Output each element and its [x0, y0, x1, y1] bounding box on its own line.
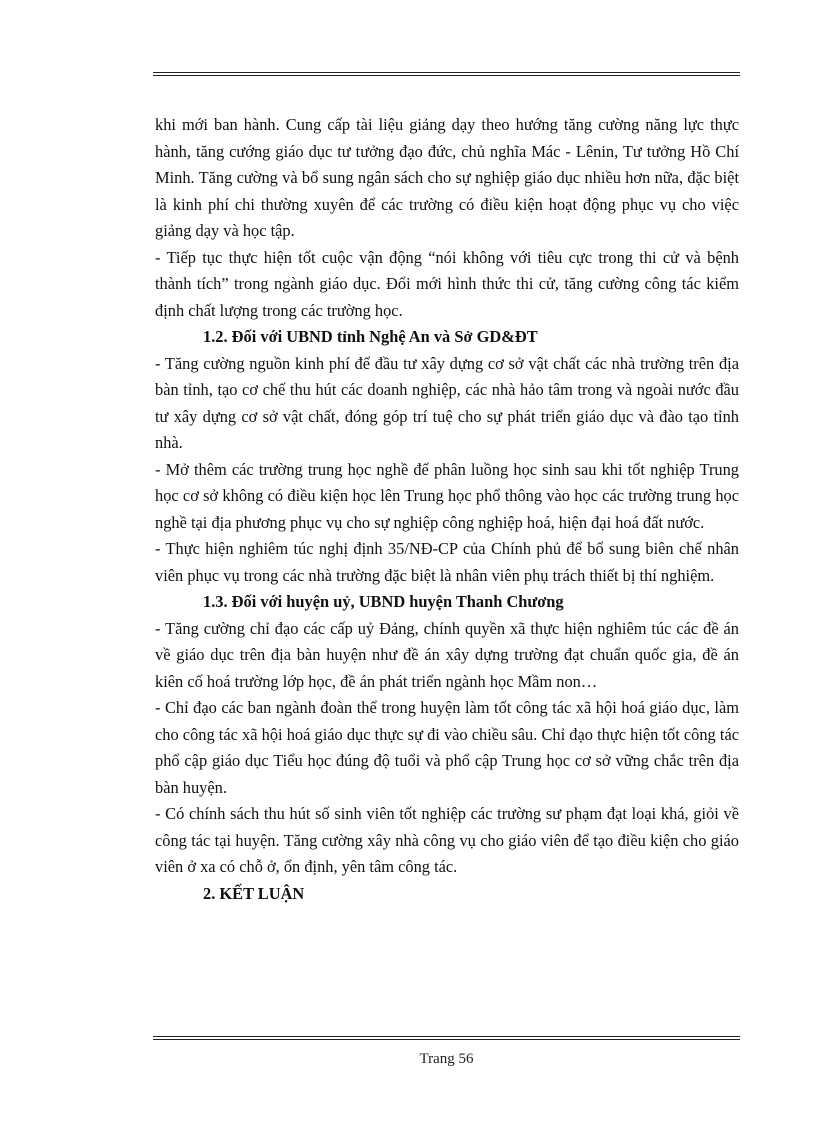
page-body — [155, 112, 739, 907]
paragraph: - Tăng cường chỉ đạo các cấp uỷ Đảng, chính quyền xã thực hiện nghiêm túc các đề án về giáo dục trên địa bàn huyện như đề án xây dựng trường đạt chuẩn quốc gia, đề án kiên cố hoá trường lớp học, đề án phát triển ngành học Mầm non… — [155, 618, 739, 691]
paragraph: - Thực hiện nghiêm túc nghị định 35/NĐ-CP của Chính phủ để bổ sung biên chế nhân viên phục vụ trong các nhà trường đặc biệt là nhân viên phụ trách thiết bị thí nghiệm. — [155, 539, 739, 585]
footer-rule — [153, 1036, 740, 1042]
paragraph: khi mới ban hành. Cung cấp tài liệu giảng dạy theo hướng tăng cường năng lực thực hành, tăng cướng giáo dục tư tưởng đạo đức, chủ nghĩa Mác - Lênin, Tư tưởng Hồ Chí Minh. Tăng cường và bổ sung ngân sách cho sự nghiệp giáo dục nhiều hơn nữa, đặc biệt là kinh phí chi thường xuyên để các trường có điều kiện hoạt động phục vụ cho việc giảng dạy và học tập. — [155, 115, 739, 240]
paragraph: - Có chính sách thu hút số sinh viên tốt nghiệp các trường sư phạm đạt loại khá, giỏi về công tác tại huyện. Tăng cường xây nhà công vụ cho giáo viên để tạo điều kiện cho giáo viên ở xa có chỗ ở, ổn định, yên tâm công tác. — [155, 804, 739, 876]
header-rule — [153, 72, 740, 78]
section-heading: 1.2. Đối với UBND tỉnh Nghệ An và Sở GD&ĐT — [203, 327, 538, 346]
paragraph: - Tiếp tục thực hiện tốt cuộc vận động “nói không với tiêu cực trong thi cử và bệnh thành tích” trong ngành giáo dục. Đổi mới hình thức thi cử, tăng cường công tác kiểm định chất lượng trong các trường học. — [155, 247, 739, 320]
section-heading: 2. KẾT LUẬN — [203, 883, 305, 903]
paragraph: - Mở thêm các trường trung học nghề để phân luồng học sinh sau khi tốt nghiệp Trung học cơ sở không có điều kiện học lên Trung học phổ thông vào học các trường trung học nghề tại địa phương phục vụ cho sự nghiệp công nghiệp hoá, hiện đại hoá đất nước. — [155, 459, 739, 532]
page-number: Trang 56 — [419, 1051, 474, 1067]
paragraph: - Tăng cường nguồn kinh phí để đầu tư xây dựng cơ sở vật chất các nhà trường trên địa bàn tỉnh, tạo cơ chế thu hút các doanh nghiệp, các nhà hảo tâm trong và ngoài nước đầu tư xây dựng cơ sở vật chất, đóng góp trí tuệ cho sự phát triển giáo dục và đào tạo tỉnh nhà. — [155, 353, 739, 452]
section-heading: 1.3. Đối với huyện uỷ, UBND huyện Thanh Chương — [203, 592, 564, 611]
paragraph: - Chỉ đạo các ban ngành đoàn thể trong huyện làm tốt công tác xã hội hoá giáo dục, làm cho công tác xã hội hoá giáo dục thực sự đi vào chiều sâu. Chỉ đạo thực hiện tốt công tác phổ cập giáo dục Tiểu học đúng độ tuổi và phổ cập Trung học cơ sở vững chắc trên địa bàn huyện. — [155, 698, 739, 797]
